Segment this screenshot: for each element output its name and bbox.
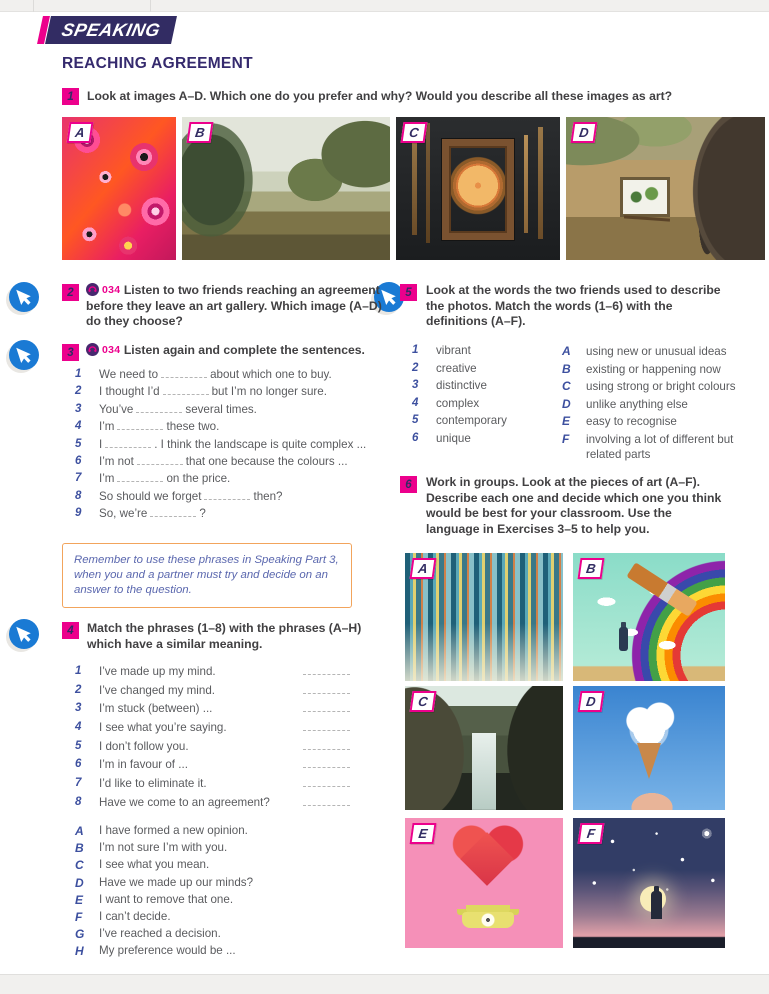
cursor-pointer-icon[interactable] xyxy=(4,279,42,317)
option-item xyxy=(75,876,375,893)
art-c-label: C xyxy=(410,691,437,712)
audio-icon[interactable] xyxy=(86,283,99,296)
option-letter: G xyxy=(75,927,85,942)
option-text: Have we made up our minds? xyxy=(99,875,254,889)
exercise-6-badge[interactable]: 6 xyxy=(400,476,417,493)
exercise-2-badge[interactable]: 2 xyxy=(62,284,79,301)
exercise-2-text: Listen to two friends reaching an agreement before they leave an art gallery. Which image (A–D) do they choose? xyxy=(86,283,382,329)
exercise-1-badge[interactable]: 1 xyxy=(62,88,79,105)
art-a-label: A xyxy=(410,558,437,579)
exercise-3-text: Listen again and complete the sentences. xyxy=(123,343,365,357)
sentence-number: 5 xyxy=(75,437,82,450)
option-letter: C xyxy=(75,858,84,873)
phrase-number: 4 xyxy=(75,721,82,734)
sentence-text: We need to about which one to buy. xyxy=(99,368,332,381)
audio-track-number: 034 xyxy=(102,344,121,356)
art-d-cloud-ice-cream[interactable] xyxy=(573,686,725,810)
image-b-label: B xyxy=(187,122,214,143)
sentence-item xyxy=(75,490,390,507)
sentence-text: So should we forget then? xyxy=(99,489,283,503)
phrase-number: 2 xyxy=(75,683,82,696)
sentence-text: I’m on the price. xyxy=(99,472,231,486)
word-number: 1 xyxy=(412,344,419,356)
option-text: I want to remove that one. xyxy=(99,892,234,906)
option-item xyxy=(75,893,375,910)
sentence-text: So, we’re ? xyxy=(99,507,206,521)
phrase-text: I see what you’re saying. xyxy=(99,721,227,735)
image-c-framed-pizza[interactable] xyxy=(396,117,560,260)
exercise-5-definitions xyxy=(562,344,768,463)
art-d-label: D xyxy=(578,691,605,712)
sentence-number: 1 xyxy=(75,368,82,380)
phrase-number: 6 xyxy=(75,758,82,771)
word-text: creative xyxy=(436,361,477,375)
definition-letter: A xyxy=(562,344,571,358)
phrase-number: 8 xyxy=(75,795,82,808)
option-text: I’m not sure I’m with you. xyxy=(99,841,228,855)
option-letter: F xyxy=(75,909,83,924)
image-c-label: C xyxy=(401,122,428,143)
answer-line[interactable] xyxy=(303,674,350,675)
option-item xyxy=(75,927,375,944)
image-b-landscape-painting[interactable] xyxy=(182,117,390,260)
sentence-number: 7 xyxy=(75,472,82,485)
option-item xyxy=(75,824,375,841)
art-c-waterfall-painting[interactable] xyxy=(405,686,563,810)
answer-blank[interactable] xyxy=(161,369,207,378)
option-text: My preference would be ... xyxy=(99,944,236,958)
answer-line[interactable] xyxy=(303,767,350,768)
image-d-label: D xyxy=(571,122,598,143)
word-item xyxy=(412,362,552,380)
word-text: contemporary xyxy=(436,414,507,428)
phrase-number: 5 xyxy=(75,739,82,752)
answer-blank[interactable] xyxy=(105,439,151,448)
phrase-text: I’m stuck (between) ... xyxy=(99,702,213,716)
answer-line[interactable] xyxy=(303,730,350,731)
answer-blank[interactable] xyxy=(204,491,250,500)
word-item xyxy=(412,344,552,362)
option-letter: E xyxy=(75,892,84,907)
phrase-text: Have we come to an agreement? xyxy=(99,795,270,809)
sentence-item xyxy=(75,368,390,385)
sentence-item xyxy=(75,455,390,472)
word-text: distinctive xyxy=(436,379,487,393)
sentence-text: You’ve several times. xyxy=(99,402,257,416)
word-number: 2 xyxy=(412,361,419,374)
exercise-4-badge[interactable]: 4 xyxy=(62,622,79,639)
sentence-item xyxy=(75,507,390,524)
sentence-item xyxy=(75,472,390,489)
answer-blank[interactable] xyxy=(117,473,163,482)
tip-box xyxy=(62,543,352,608)
option-text: I can’t decide. xyxy=(99,909,171,923)
option-letter: H xyxy=(75,944,84,959)
exercise-5-badge[interactable]: 5 xyxy=(400,284,417,301)
word-text: complex xyxy=(436,396,480,410)
option-text: I have formed a new opinion. xyxy=(99,824,248,837)
viewer-bottom-strip xyxy=(0,974,769,994)
option-item xyxy=(75,841,375,858)
word-item xyxy=(412,414,552,432)
answer-line[interactable] xyxy=(303,786,350,787)
viewer-divider xyxy=(150,0,151,12)
exercise-1-instruction: Look at images A–D. Which one do you prefer and why? Would you describe all these images as art? xyxy=(87,89,673,103)
sentence-item xyxy=(75,438,390,455)
sentence-text: I thought I’d but I’m no longer sure. xyxy=(99,385,327,399)
phrase-number: 1 xyxy=(75,665,82,677)
word-text: unique xyxy=(436,431,471,445)
option-text: I see what you mean. xyxy=(99,858,210,872)
definition-text: unlike anything else xyxy=(586,397,688,411)
definition-letter: F xyxy=(562,431,570,446)
exercise-4-phrases xyxy=(75,665,375,815)
phrase-text: I’ve made up my mind. xyxy=(99,665,216,678)
art-e-label: E xyxy=(410,823,437,844)
word-text: vibrant xyxy=(436,344,471,357)
phrase-item xyxy=(75,740,375,759)
sentence-number: 9 xyxy=(75,507,82,520)
word-number: 3 xyxy=(412,379,419,392)
answer-line[interactable] xyxy=(303,711,350,712)
word-item xyxy=(412,379,552,397)
phrase-number: 3 xyxy=(75,702,82,715)
sentence-text: I’m these two. xyxy=(99,420,220,434)
answer-blank[interactable] xyxy=(150,508,196,517)
word-number: 6 xyxy=(412,431,419,444)
exercise-5-instruction: Look at the words the two friends used to describe the photos. Match the words (1–6) with the definitions (A–F). xyxy=(426,283,721,329)
phrase-text: I’ve changed my mind. xyxy=(99,683,215,697)
definition-item xyxy=(562,379,768,397)
exercise-5-words xyxy=(412,344,552,450)
definition-item xyxy=(562,432,768,463)
definition-letter: C xyxy=(562,379,571,394)
viewer-top-strip xyxy=(0,0,769,12)
audio-track-number: 034 xyxy=(102,284,121,296)
word-item xyxy=(412,397,552,415)
art-f-label: F xyxy=(578,823,605,844)
exercise-4-instruction: Match the phrases (1–8) with the phrases (A–H) which have a similar meaning. xyxy=(87,621,362,651)
option-item xyxy=(75,858,375,875)
exercise-3-instruction xyxy=(86,343,394,359)
art-b-rainbow-brush[interactable] xyxy=(573,553,725,681)
sentence-number: 4 xyxy=(75,420,82,433)
option-letter: B xyxy=(75,841,84,856)
answer-blank[interactable] xyxy=(163,386,209,395)
phrase-number: 7 xyxy=(75,777,82,790)
option-letter: A xyxy=(75,824,84,838)
phrase-text: I’m in favour of ... xyxy=(99,758,188,772)
art-a-abstract-forest[interactable] xyxy=(405,553,563,681)
answer-line[interactable] xyxy=(303,749,350,750)
art-f-moon-starry-sky[interactable] xyxy=(573,818,725,948)
page-title: REACHING AGREEMENT xyxy=(62,55,253,72)
definition-text: easy to recognise xyxy=(586,415,677,429)
definition-item xyxy=(562,397,768,415)
art-e-heart-telephone[interactable] xyxy=(405,818,563,948)
cursor-pointer-icon[interactable] xyxy=(4,616,42,654)
image-a-label: A xyxy=(67,122,94,143)
definition-text: existing or happening now xyxy=(586,362,721,376)
phrase-item xyxy=(75,758,375,777)
exercise-3-badge[interactable]: 3 xyxy=(62,344,79,361)
cursor-pointer-icon[interactable] xyxy=(4,337,42,375)
image-a-abstract-art[interactable] xyxy=(62,117,176,260)
option-letter: D xyxy=(75,875,84,890)
option-item xyxy=(75,944,375,961)
exercise-6-instruction: Work in groups. Look at the pieces of art (A–F). Describe each one and decide which one you think would be best for your classroom. Use the language in Exercises 3–5 to help you. xyxy=(426,475,722,536)
sentence-item xyxy=(75,385,390,402)
exercise-3-sentences xyxy=(75,368,390,525)
answer-line[interactable] xyxy=(303,805,350,806)
phrase-item xyxy=(75,684,375,703)
art-b-label: B xyxy=(578,558,605,579)
word-number: 5 xyxy=(412,414,419,427)
viewer-divider xyxy=(33,0,34,12)
word-item xyxy=(412,432,552,450)
phrase-text: I’d like to eliminate it. xyxy=(99,777,207,791)
answer-blank[interactable] xyxy=(117,421,163,430)
phrase-item xyxy=(75,721,375,740)
definition-item xyxy=(562,414,768,432)
sentence-number: 6 xyxy=(75,454,82,467)
sentence-number: 2 xyxy=(75,385,82,398)
phrase-item xyxy=(75,665,375,684)
definition-item xyxy=(562,362,768,380)
option-item xyxy=(75,910,375,927)
sentence-item xyxy=(75,420,390,437)
definition-letter: B xyxy=(562,361,571,376)
phrase-item xyxy=(75,777,375,796)
tip-text: Remember to use these phrases in Speaking Part 3, when you and a partner must try and decide on an answer to the question. xyxy=(74,554,339,596)
sentence-text: I’m not that one because the colours ... xyxy=(99,454,348,468)
definition-letter: D xyxy=(562,396,571,411)
definition-text: using new or unusual ideas xyxy=(586,345,727,358)
sentence-number: 3 xyxy=(75,402,82,415)
definition-text: involving a lot of different but related parts xyxy=(586,432,734,462)
answer-line[interactable] xyxy=(303,693,350,694)
sentence-text: I . I think the landscape is quite complex ... xyxy=(99,437,367,451)
audio-icon[interactable] xyxy=(86,343,99,356)
word-number: 4 xyxy=(412,396,419,409)
sentence-number: 8 xyxy=(75,489,82,502)
phrase-item xyxy=(75,796,375,815)
section-banner-label: SPEAKING xyxy=(59,19,163,40)
image-d-elephant-painting[interactable] xyxy=(566,117,765,260)
exercise-2-instruction xyxy=(86,283,394,330)
definition-letter: E xyxy=(562,414,571,429)
section-banner xyxy=(45,16,177,44)
definition-item xyxy=(562,344,768,362)
sentence-item xyxy=(75,403,390,420)
definition-text: using strong or bright colours xyxy=(586,380,736,394)
exercise-4-options xyxy=(75,824,375,962)
phrase-text: I don’t follow you. xyxy=(99,739,189,753)
answer-blank[interactable] xyxy=(136,404,182,413)
answer-blank[interactable] xyxy=(137,456,183,465)
option-text: I’ve reached a decision. xyxy=(99,927,221,941)
phrase-item xyxy=(75,702,375,721)
